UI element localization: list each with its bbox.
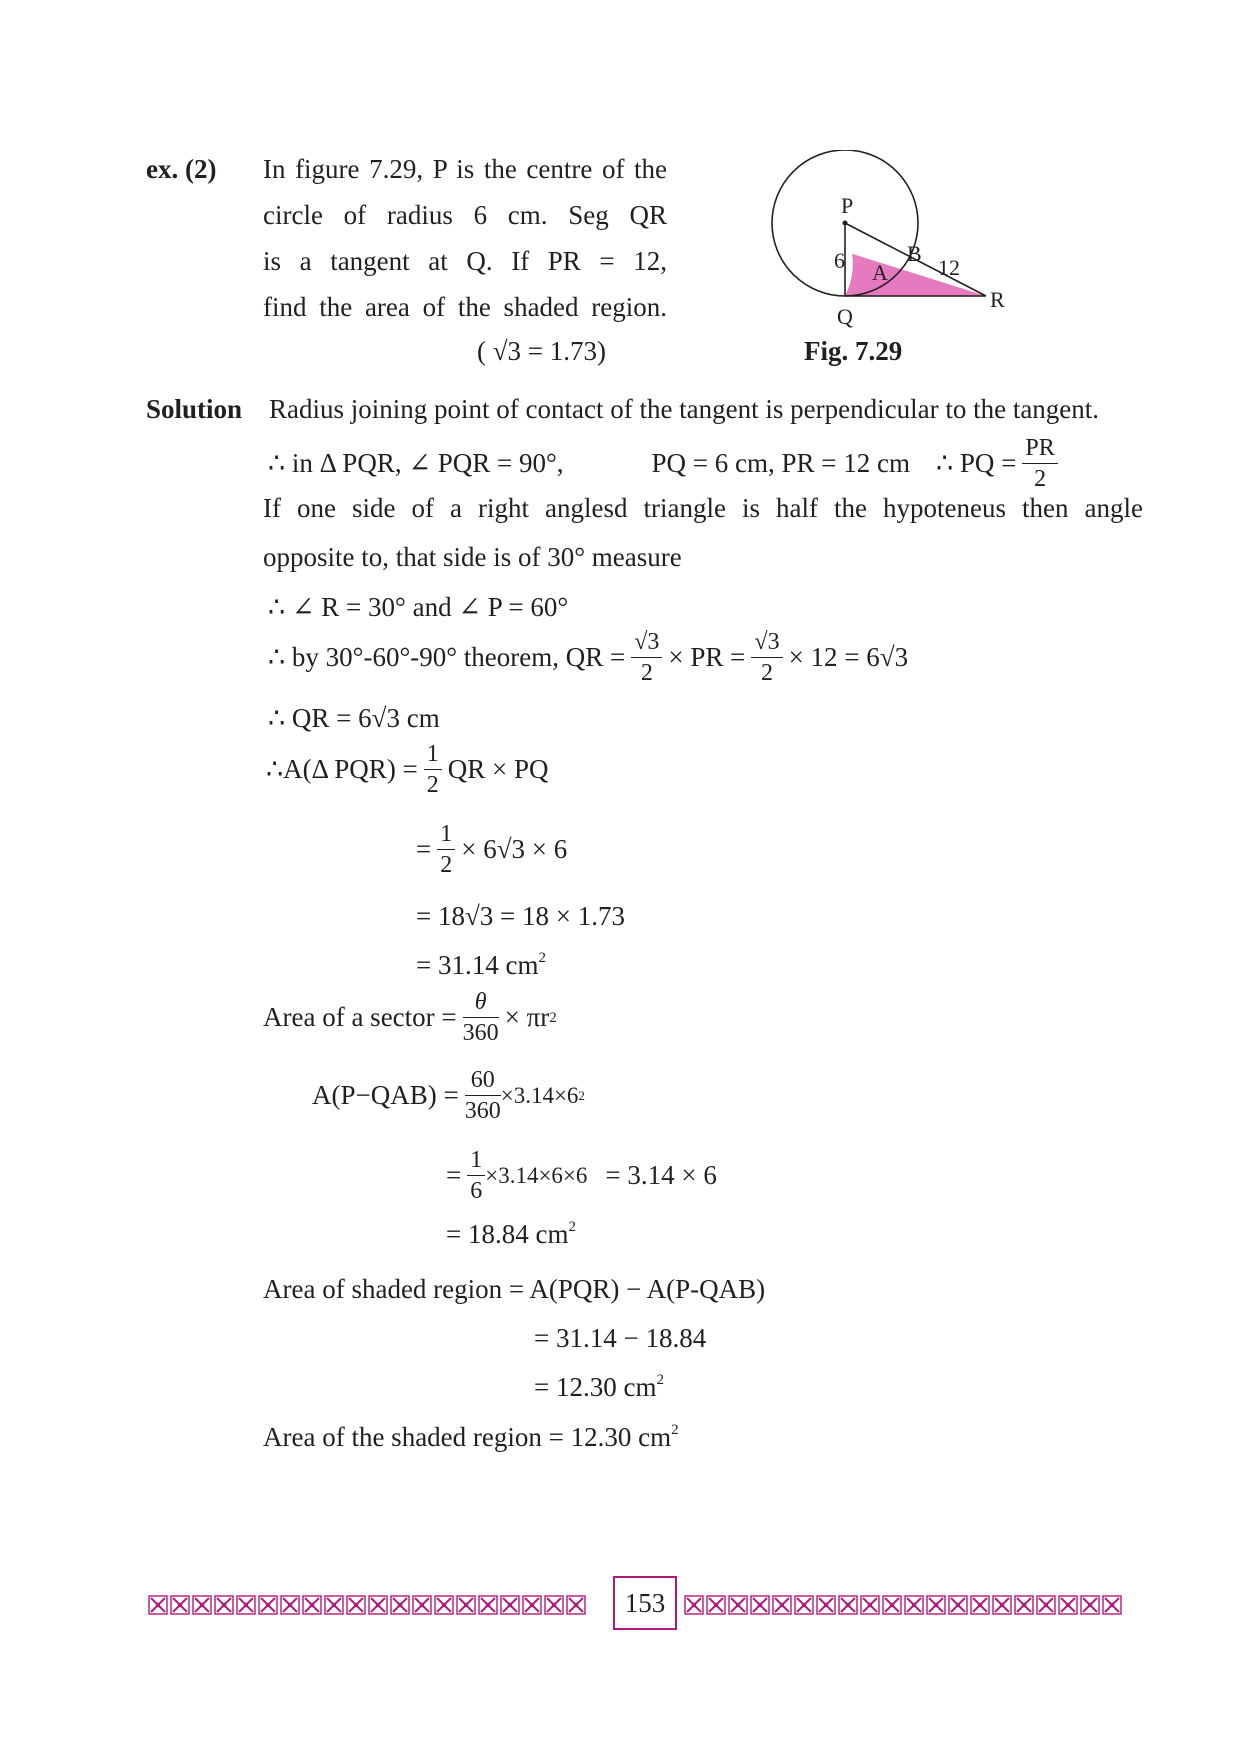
denominator: 360 bbox=[462, 1020, 499, 1046]
theorem-line bbox=[268, 630, 908, 685]
ornament-tile bbox=[258, 1595, 278, 1615]
ornament-tile bbox=[750, 1595, 770, 1615]
numerator: √3 bbox=[751, 630, 782, 658]
ornament-tile bbox=[1102, 1595, 1122, 1615]
area-step-2: = 18√3 = 18 × 1.73 bbox=[416, 901, 625, 931]
ornament-tile bbox=[970, 1595, 990, 1615]
ornament-tile bbox=[772, 1595, 792, 1615]
given-value: ( √3 = 1.73) bbox=[477, 336, 607, 366]
rule-text bbox=[263, 495, 1143, 522]
shaded-area-step-2-value: = 12.30 cm bbox=[534, 1372, 657, 1402]
area-step-1 bbox=[416, 822, 567, 877]
rule-line-1: If one side of a right anglesd triangle is half the hypoteneus then angle bbox=[263, 493, 1143, 523]
final-answer-value: Area of the shaded region = 12.30 cm bbox=[263, 1422, 672, 1452]
label-p: P bbox=[841, 193, 854, 218]
ornament-tile bbox=[324, 1595, 344, 1615]
sector-formula: Area of a sector = $\frac{\theta}{360}$ × πr 2 bbox=[263, 989, 557, 1046]
ornament-tile bbox=[904, 1595, 924, 1615]
times-pr: × PR = bbox=[668, 642, 746, 672]
ornament-tile bbox=[948, 1595, 968, 1615]
equals: = bbox=[446, 1160, 462, 1190]
footer-ornament-right bbox=[684, 1592, 1122, 1618]
numerator: 1 bbox=[424, 742, 442, 770]
ornament-tile bbox=[236, 1595, 256, 1615]
page-number: 153 bbox=[613, 1576, 677, 1630]
sector-step-3-value: = 18.84 cm bbox=[446, 1219, 569, 1249]
ornament-tile bbox=[728, 1595, 748, 1615]
example-label: ex. (2) bbox=[146, 154, 217, 184]
ornament-tile bbox=[926, 1595, 946, 1615]
problem-line-3: is a tangent at Q. If PR = 12, bbox=[263, 246, 667, 276]
denominator: 2 bbox=[760, 660, 773, 686]
sector-step-2-product: ×3.14×6×6 bbox=[485, 1163, 588, 1188]
ornament-tile bbox=[214, 1595, 234, 1615]
ornament-tile bbox=[346, 1595, 366, 1615]
root3-over-2-fraction bbox=[631, 630, 662, 685]
squared: 2 bbox=[671, 1422, 679, 1438]
theorem-text: ∴ by 30°-60°-90° theorem, QR = bbox=[268, 642, 626, 672]
numerator: PR bbox=[1022, 436, 1057, 464]
footer-ornament-left bbox=[148, 1592, 586, 1618]
ornament-tile bbox=[434, 1595, 454, 1615]
ornament-tile bbox=[684, 1595, 704, 1615]
denominator: 2 bbox=[1034, 466, 1047, 492]
ornament-tile bbox=[838, 1595, 858, 1615]
sector-label: Area of a sector = bbox=[263, 1002, 457, 1032]
squared: 2 bbox=[538, 950, 546, 966]
label-br-length: 12 bbox=[938, 255, 960, 280]
given-angle: ∴ in Δ PQR, ∠ PQR = 90°, bbox=[268, 448, 564, 478]
numerator: θ bbox=[463, 990, 499, 1018]
denominator: 2 bbox=[426, 772, 439, 798]
given-lengths: PQ = 6 cm, PR = 12 cm bbox=[651, 448, 910, 478]
numerator: √3 bbox=[631, 630, 662, 658]
equals: = bbox=[416, 834, 432, 864]
ornament-tile bbox=[816, 1595, 836, 1615]
numerator: 1 bbox=[437, 822, 455, 850]
qr-result: ∴ QR = 6√3 cm bbox=[268, 703, 440, 733]
sector-area-line: A(P−QAB) = $\frac{60}{360}$ ×3.14×6 2 bbox=[312, 1067, 585, 1124]
ornament-tile bbox=[148, 1595, 168, 1615]
shaded-area-step-2 bbox=[534, 1374, 664, 1401]
ornament-tile bbox=[522, 1595, 542, 1615]
squared: 2 bbox=[656, 1372, 664, 1388]
theorem-result: × 12 = 6√3 bbox=[788, 642, 909, 672]
one-sixth-fraction bbox=[467, 1148, 485, 1203]
ornament-tile bbox=[706, 1595, 726, 1615]
shaded-area-step-1: = 31.14 − 18.84 bbox=[534, 1323, 707, 1353]
ornament-tile bbox=[794, 1595, 814, 1615]
ornament-tile bbox=[1014, 1595, 1034, 1615]
qr-times-pq: QR × PQ bbox=[447, 754, 549, 784]
ornament-tile bbox=[500, 1595, 520, 1615]
label-q: Q bbox=[837, 304, 853, 329]
denominator: 2 bbox=[440, 852, 453, 878]
ornament-tile bbox=[170, 1595, 190, 1615]
ornament-tile bbox=[1036, 1595, 1056, 1615]
label-b: B bbox=[907, 241, 922, 266]
pq-equals: ∴ PQ = bbox=[935, 448, 1017, 478]
ornament-tile bbox=[1080, 1595, 1100, 1615]
half-fraction bbox=[437, 822, 455, 877]
figure-caption: Fig. 7.29 bbox=[804, 336, 903, 366]
step1-product: × 6√3 × 6 bbox=[461, 834, 568, 864]
pr-over-2-fraction bbox=[1022, 436, 1057, 491]
numerator: 60 bbox=[465, 1068, 501, 1096]
ornament-tile bbox=[882, 1595, 902, 1615]
pi-r: × πr bbox=[504, 1002, 550, 1032]
area-triangle-line bbox=[266, 742, 549, 797]
ornament-tile bbox=[412, 1595, 432, 1615]
shaded-area-formula: Area of shaded region = A(PQR) − A(P-QAB) bbox=[263, 1274, 766, 1304]
ornament-tile bbox=[566, 1595, 586, 1615]
problem-line-4: find the area of the shaded region. bbox=[263, 292, 667, 322]
ornament-tile bbox=[390, 1595, 410, 1615]
sector-product: ×3.14×6 bbox=[500, 1083, 579, 1108]
area-step-3-value: = 31.14 cm bbox=[416, 950, 539, 980]
solution-label: Solution bbox=[146, 394, 243, 424]
ornament-tile bbox=[992, 1595, 1012, 1615]
sector-area-label: A(P−QAB) = bbox=[312, 1080, 459, 1110]
ornament-tile bbox=[456, 1595, 476, 1615]
label-pq-length: 6 bbox=[834, 248, 845, 273]
sector-step-3 bbox=[446, 1221, 576, 1248]
ornament-tile bbox=[280, 1595, 300, 1615]
problem-line-1: In figure 7.29, P is the centre of the bbox=[263, 154, 667, 184]
ornament-tile bbox=[544, 1595, 564, 1615]
denominator: 2 bbox=[640, 660, 653, 686]
ornament-tile bbox=[368, 1595, 388, 1615]
problem-line-2: circle of radius 6 cm. Seg QR bbox=[263, 200, 667, 230]
sector-step-2-result: = 3.14 × 6 bbox=[605, 1160, 717, 1190]
numerator: 1 bbox=[467, 1148, 485, 1176]
figure-7-29 bbox=[760, 150, 1020, 340]
final-answer bbox=[263, 1424, 679, 1451]
ornament-tile bbox=[1058, 1595, 1078, 1615]
squared: 2 bbox=[568, 1219, 576, 1235]
label-r: R bbox=[990, 287, 1005, 312]
denominator: 6 bbox=[470, 1178, 483, 1204]
centre-point bbox=[843, 221, 848, 226]
solution-intro: Radius joining point of contact of the tangent is perpendicular to the tangent. bbox=[269, 394, 1100, 424]
rule-line-2: opposite to, that side is of 30° measure bbox=[263, 542, 682, 572]
half-fraction bbox=[424, 742, 442, 797]
ornament-tile bbox=[302, 1595, 322, 1615]
label-a: A bbox=[872, 260, 888, 285]
60-over-360-fraction bbox=[465, 1068, 501, 1123]
area-label: ∴A(Δ PQR) = bbox=[266, 754, 418, 784]
theta-over-360-fraction bbox=[463, 990, 499, 1045]
solution-given-line bbox=[268, 436, 1064, 491]
root3-over-2-fraction-2 bbox=[751, 630, 782, 685]
ornament-tile bbox=[860, 1595, 880, 1615]
sector-step-2 bbox=[446, 1148, 717, 1203]
ornament-tile bbox=[192, 1595, 212, 1615]
denominator: 360 bbox=[464, 1098, 501, 1124]
problem-statement bbox=[263, 156, 667, 340]
ornament-tile bbox=[478, 1595, 498, 1615]
angles-line: ∴ ∠ R = 30° and ∠ P = 60° bbox=[268, 592, 569, 622]
area-step-3 bbox=[416, 952, 546, 979]
